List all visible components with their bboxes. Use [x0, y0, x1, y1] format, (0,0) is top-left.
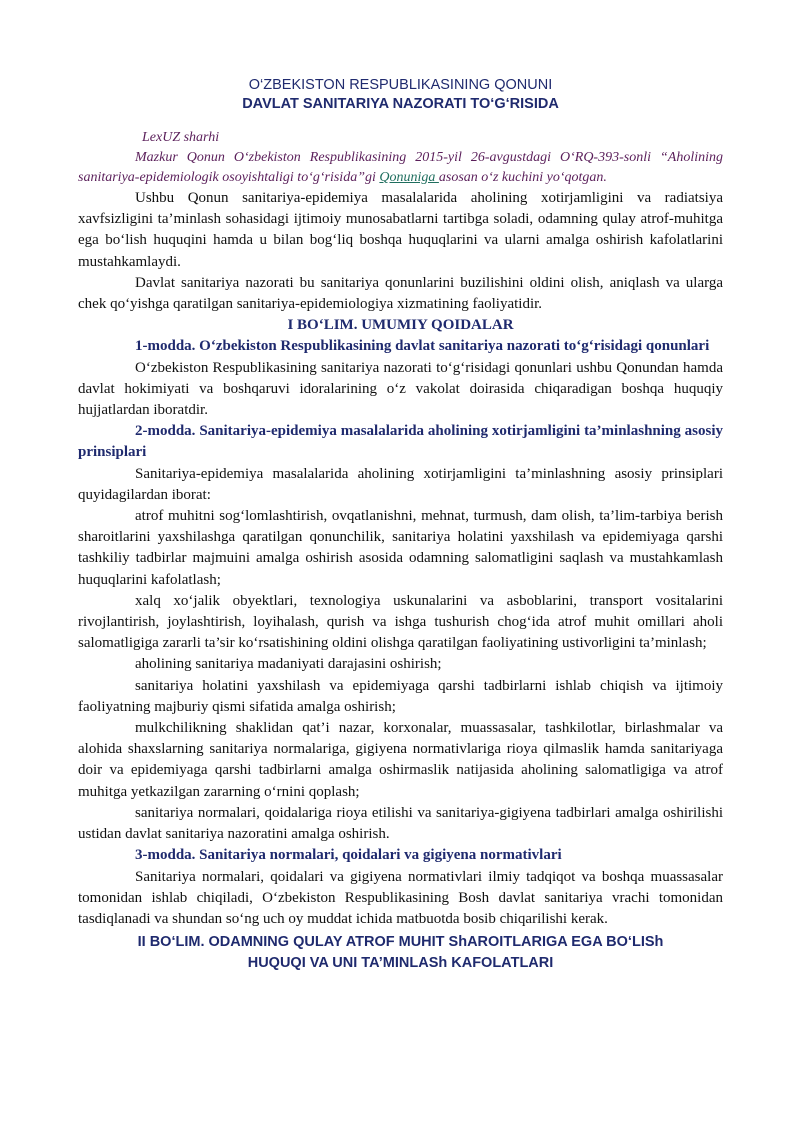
section-title — [78, 932, 723, 974]
note-text — [78, 148, 723, 188]
article-title: 3-modda. Sanitariya normalari, qoidalari va gigiyena normativlari — [135, 847, 562, 864]
section-title-line: HUQUQI VA UNI TA’MINLASh KAFOLATLARI — [247, 955, 554, 972]
note-text-after: asosan o‘z kuchini yo‘qotgan. — [438, 170, 607, 185]
article-title: 2-modda. Sanitariya-epidemiya masalalarida aholining xotirjamligini ta’minlashning asosiy prinsiplari — [78, 423, 723, 461]
section-title-line: II BO‘LIM. ODAMNING QULAY ATROF MUHIT ShAROITLARIGA EGA BO‘LISh — [137, 934, 664, 951]
document-page — [78, 76, 723, 975]
preamble-paragraph: Ushbu Qonun sanitariya-epidemiya masalalarida aholining xotirjamligini va radiatsiya xavfsizligini ta’minlash sohasidagi ijtimoiy munosabatlarni tartibga soladi, odamning qulay atrof-muhitga ega bo‘lish huquqini hamda u bilan bog‘liq boshqa huquqlarini va ularni amalga oshirish kafolatlarini mustahkamlaydi. — [78, 190, 723, 270]
article-paragraph: atrof muhitni sog‘lomlashtirish, ovqatlanishni, mehnat, turmush, dam olish, ta’lim-tarbiya berish sharoitlarini yaxshilashga qaratilgan qonunchilik, sanitariya holatini yaxshilash va epidemiyaga qarshi tashkiliy tadbirlar majmuini amalga oshirish asosida odamning salomatligini saqlash va mustahkamlash huquqlarini kafolatlash; — [78, 508, 723, 588]
section-title: I BO‘LIM. UMUMIY QOIDALAR — [287, 317, 514, 334]
article-paragraph: aholining sanitariya madaniyati darajasini oshirish; — [135, 656, 442, 673]
preamble-paragraph: Davlat sanitariya nazorati bu sanitariya qonunlarini buzilishini oldini olish, aniqlash va ularga chek qo‘yishga qaratilgan sanitariya-epidemiologiya xizmatining faoliyatidir. — [78, 274, 723, 313]
article-paragraph: Sanitariya normalari, qoidalari va gigiyena normativlari ilmiy tadqiqot va boshqa muassasalar tomonidan ishlab chiqiladi, O‘zbekiston Respublikasining Bosh davlat sanitariya vrachi tomonidan tasdiqlanadi va shundan so‘ng uch oy muddat ichida matbuotda bosib chiqarilishi kerak. — [78, 868, 723, 927]
article-paragraph: sanitariya normalari, qoidalariga rioya etilishi va sanitariya-gigiyena tadbirlari amalga oshirilishi ustidan davlat sanitariya nazoratini amalga oshirish. — [78, 804, 723, 843]
law-type: O‘ZBEKISTON RESPUBLIKASINING QONUNI — [248, 77, 553, 93]
note-label: LexUZ sharhi — [142, 130, 220, 145]
article-paragraph: xalq xo‘jalik obyektlari, texnologiya uskunalarini va asboblarini, transport vositalarini rivojlantirish, joylashtirish, loyihalash, qurish va ishga tushurish chog‘ida atrof muhit omillari aholi salomatligiga zararli ta’sir ko‘rsatishining oldini olishga qaratilgan faoliyatining ustivorligini ta’minlash; — [78, 592, 723, 652]
article-paragraph: sanitariya holatini yaxshilash va epidemiyaga qarshi tadbirlarni ishlab chiqish va ijtimoiy faoliyatning majburiy qismi sifatida amalga oshirish; — [78, 677, 723, 715]
article-title: 1-modda. O‘zbekiston Respublikasining davlat sanitariya nazorati to‘g‘risidagi qonunlari — [135, 338, 710, 355]
law-link[interactable]: Qonuniga — [379, 170, 439, 185]
article-paragraph: mulkchilikning shaklidan qat’i nazar, korxonalar, muassasalar, tashkilotlar, birlashmalar va alohida shaxslarning sanitariya normalariga, gigiyena normativlariga rioya qilmaslik hamda sanitariyaga doir va epidemiyaga qarshi tadbirlarni amalga oshirmaslik natijasida aholining salomatligiga va atrof muhitga yetkazilgan zararning o‘rnini qoplash; — [78, 720, 723, 800]
article-paragraph: Sanitariya-epidemiya masalalarida aholining xotirjamligini ta’minlashning asosiy prinsiplari quyidagilardan iborat: — [78, 465, 723, 503]
article-paragraph: O‘zbekiston Respublikasining sanitariya nazorati to‘g‘risidagi qonunlari ushbu Qonundan hamda davlat hokimiyati va boshqaruvi idoralarining o‘z vakolat doirasida chiqaradigan boshqa huquqiy hujjatlardan iboratdir. — [78, 359, 723, 419]
law-title: DAVLAT SANITARIYA NAZORATI TO‘G‘RISIDA — [242, 96, 559, 112]
note-text-before: Mazkur Qonun O‘zbekiston Respublikasining 2015-yil 26-avgustdagi O‘RQ-393-sonli “Aholining sanitariya-epidemiologik osoyishtaligi to‘g‘risida”gi — [78, 150, 723, 185]
